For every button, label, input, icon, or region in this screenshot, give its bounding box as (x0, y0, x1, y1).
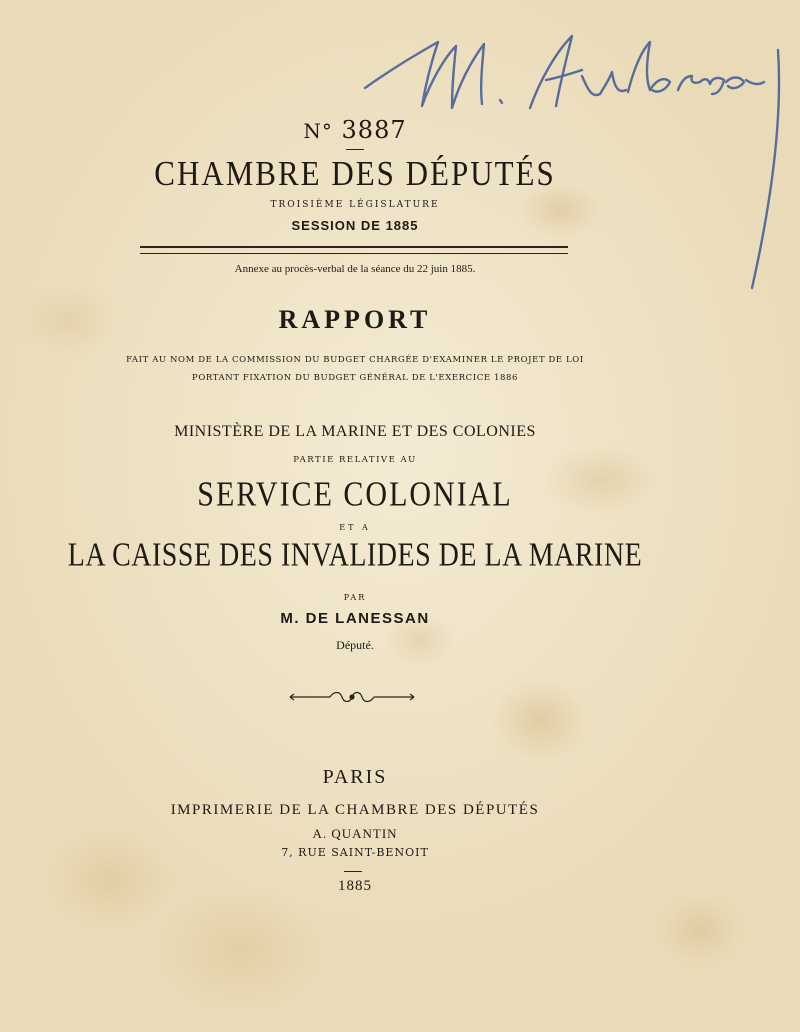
imprint-city: PARIS (322, 766, 388, 788)
service-title: SERVICE COLONIAL (197, 475, 513, 514)
short-rule-bottom (344, 871, 362, 872)
number-value: 3887 (341, 116, 407, 144)
imprint-printer: IMPRIMERIE DE LA CHAMBRE DES DÉPUTÉS (170, 802, 540, 818)
imprint-publisher: A. QUANTIN (312, 826, 398, 841)
ornament-divider-icon (288, 688, 416, 706)
imprint-year: 1885 (338, 878, 372, 894)
by-label: PAR (343, 593, 367, 602)
caisse-title: LA CAISSE DES INVALIDES DE LA MARINE (67, 536, 643, 574)
ministry-title: MINISTÈRE DE LA MARINE ET DES COLONIES (174, 423, 536, 440)
short-rule (346, 149, 364, 150)
report-subtitle-line-1: FAIT AU NOM DE LA COMMISSION DU BUDGET CHARGÉE D'EXAMINER LE PROJET DE LOI (126, 355, 584, 365)
report-subtitle-line-2: PORTANT FIXATION DU BUDGET GÉNÉRAL DE L'EXERCICE 1886 (192, 373, 518, 383)
document-number (0, 116, 710, 144)
report-title: RAPPORT (278, 305, 432, 334)
session-label: SESSION DE 1885 (291, 218, 419, 233)
number-prefix: N° (303, 119, 333, 143)
double-divider (140, 246, 568, 254)
author-role: Député. (336, 638, 374, 652)
annexe-line: Annexe au procès-verbal de la séance du 22 juin 1885. (234, 263, 476, 275)
conjunction-label: ET A (339, 523, 371, 532)
report-subtitle (0, 351, 710, 387)
author-name: M. DE LANESSAN (280, 610, 430, 627)
chamber-title: CHAMBRE DES DÉPUTÉS (154, 153, 556, 194)
partie-label: PARTIE RELATIVE AU (293, 455, 417, 465)
imprint-address: 7, RUE SAINT-BENOIT (281, 846, 429, 859)
legislature-label: TROISIÈME LÉGISLATURE (270, 200, 440, 210)
